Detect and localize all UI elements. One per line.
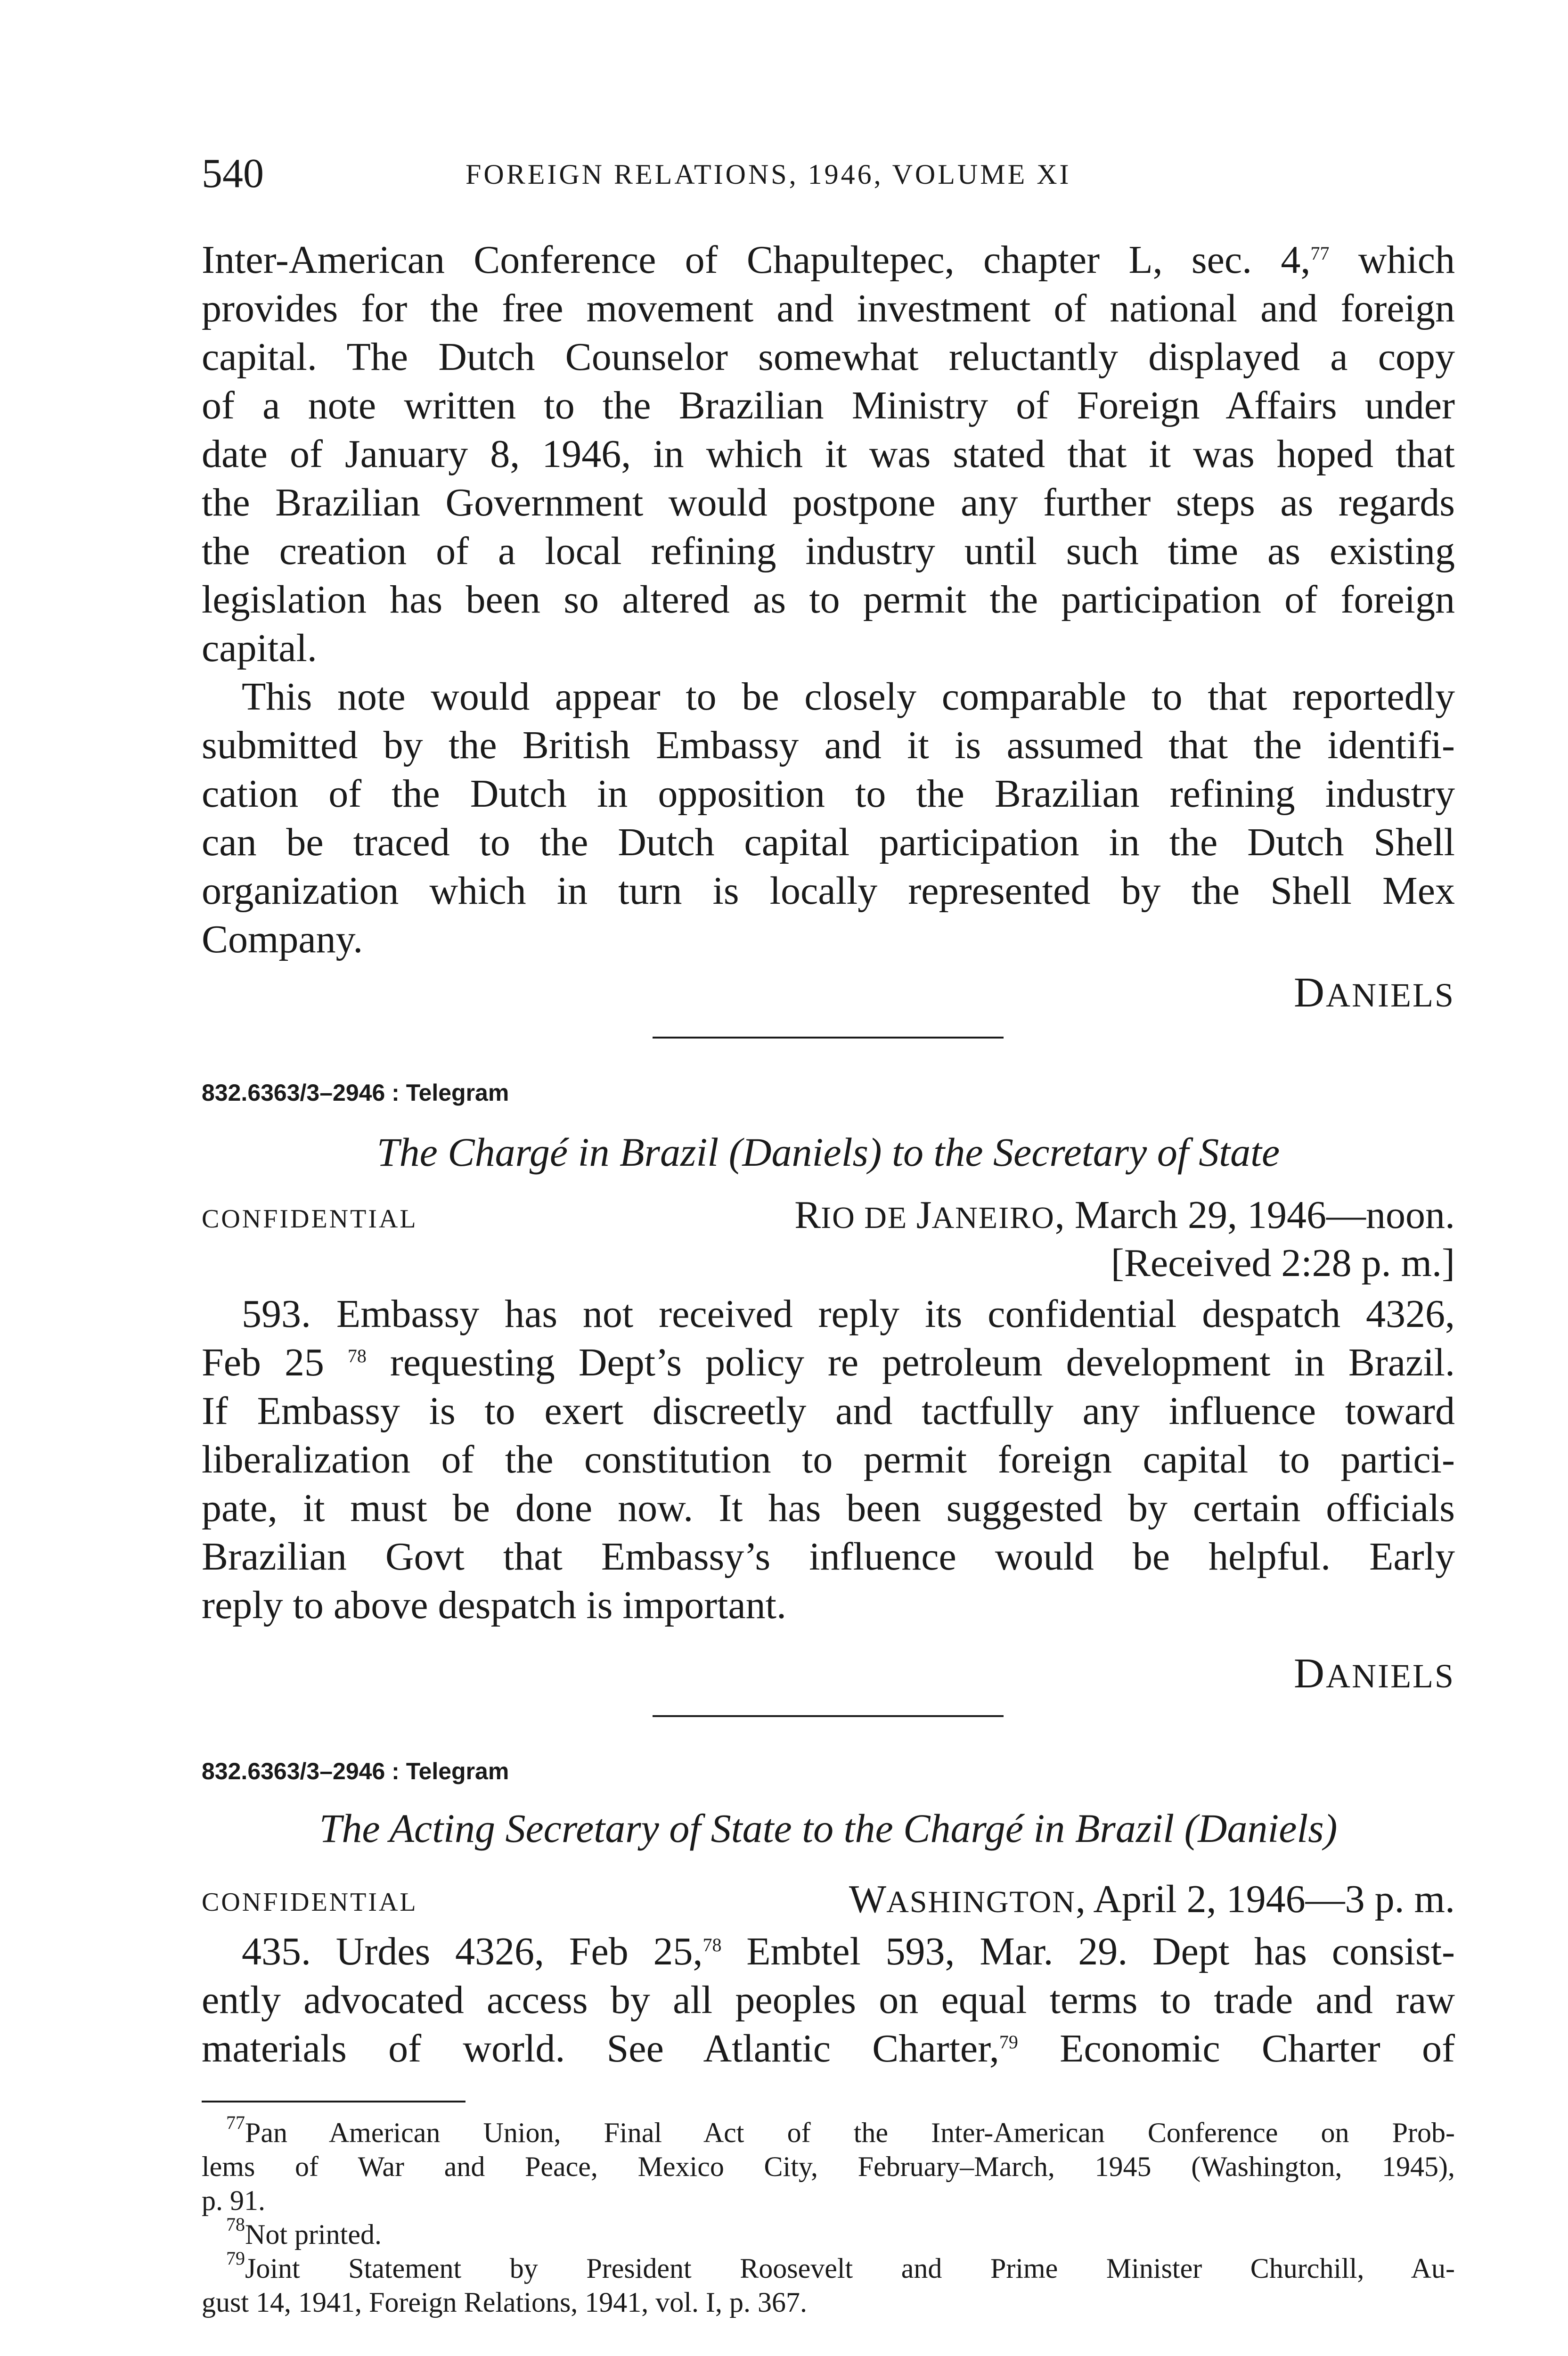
running-header: [202, 150, 1455, 202]
dateline-1: [794, 1192, 1455, 1238]
running-title: FOREIGN RELATIONS, 1946, VOLUME XI: [466, 159, 1071, 190]
text-line-part: Feb 25: [202, 1341, 348, 1384]
text-line: Brazilian Govt that Embassy’s influence would be helpful. Early: [202, 1535, 1455, 1579]
text-line: provides for the free movement and investment of national and foreign: [202, 286, 1455, 330]
telegram-body-2: [202, 1927, 1455, 2073]
signature-initial: D: [1294, 1650, 1326, 1697]
footnote-mark: 78: [226, 2217, 245, 2235]
text-line-part: which: [1329, 238, 1455, 282]
text-line-part: requesting Dept’s policy re petroleum development in Brazil.: [390, 1341, 1455, 1384]
text-line-part: 435. Urdes 4326, Feb 25,: [242, 1930, 703, 1973]
footnote-text: Joint Statement by President Roosevelt and Prime Minister Churchill, Au-: [245, 2253, 1455, 2284]
place-initial: J: [916, 1193, 932, 1237]
file-reference-1: 832.6363/3–2946 : Telegram: [202, 1080, 509, 1106]
signature-daniels-2: [1294, 1649, 1455, 1698]
footnote-ref-79: 79: [999, 2031, 1018, 2053]
telegram-body-1: [202, 1290, 1455, 1629]
place-text: ASHINGTON: [886, 1885, 1076, 1919]
text-line: [202, 1338, 1455, 1387]
text-line: the Brazilian Government would postpone any further steps as regards: [202, 481, 1455, 524]
text-line: date of January 8, 1946, in which it was stated that it was hoped that: [202, 432, 1455, 476]
text-line: [202, 2024, 1455, 2073]
text-line: capital. The Dutch Counselor somewhat reluctantly displayed a copy: [202, 335, 1455, 379]
place-text: ANEIRO: [931, 1201, 1055, 1235]
text-line: [202, 1927, 1455, 1976]
received-time-1: [Received 2:28 p. m.]: [1111, 1241, 1455, 1285]
signature-rest: ANIELS: [1326, 976, 1455, 1014]
section-divider: [653, 1715, 1004, 1717]
text-line: capital.: [202, 626, 317, 670]
classification-2: CONFIDENTIAL: [202, 1888, 418, 1917]
text-line: 593. Embassy has not received reply its confidential despatch 4326,: [242, 1292, 1455, 1336]
signature-daniels-1: [1294, 968, 1455, 1017]
text-line: liberalization of the constitution to permit foreign capital to partici-: [202, 1438, 1455, 1481]
footnote-78: [202, 2217, 1455, 2251]
footnotes: [202, 2116, 1455, 2319]
file-reference-2: 832.6363/3–2946 : Telegram: [202, 1758, 509, 1784]
footnote-79: [202, 2251, 1455, 2285]
text-line: organization which in turn is locally represented by the Shell Mex: [202, 869, 1455, 913]
place-initial: R: [794, 1193, 821, 1237]
signature-initial: D: [1294, 969, 1326, 1016]
place-text: IO DE: [821, 1201, 916, 1235]
dateline-2: [849, 1876, 1455, 1922]
footnote-mark: 77: [226, 2116, 245, 2133]
text-line: the creation of a local refining industry until such time as existing: [202, 529, 1455, 573]
text-line-part: Inter-American Conference of Chapultepec, chapter L, sec. 4,: [202, 238, 1311, 282]
continuation-paragraph-1: [202, 236, 1455, 672]
footnote-text: gust 14, 1941, Foreign Relations, 1941, vol. I, p. 367.: [202, 2287, 807, 2318]
document-title-1: The Chargé in Brazil (Daniels) to the Secretary of State: [376, 1129, 1280, 1175]
text-line-part: materials of world. See Atlantic Charter,: [202, 2027, 999, 2070]
text-line-part: Economic Charter of: [1018, 2027, 1455, 2070]
date-text: , March 29, 1946—noon.: [1054, 1193, 1455, 1237]
footnote-text: lems of War and Peace, Mexico City, February–March, 1945 (Washington, 1945),: [202, 2151, 1455, 2182]
text-line-part: Embtel 593, Mar. 29. Dept has consist-: [721, 1930, 1455, 1973]
footnote-text: Not printed.: [245, 2219, 382, 2250]
text-line: can be traced to the Dutch capital participation in the Dutch Shell: [202, 820, 1455, 864]
text-line: ently advocated access by all peoples on equal terms to trade and raw: [202, 1978, 1455, 2022]
text-line: Company.: [202, 917, 363, 961]
place-initial: W: [849, 1877, 887, 1921]
page-number: 540: [202, 151, 264, 196]
document-title-2: The Acting Secretary of State to the Chargé in Brazil (Daniels): [319, 1806, 1338, 1851]
text-line: [202, 236, 1455, 284]
footnote-text: Pan American Union, Final Act of the Inter-American Conference on Prob-: [245, 2117, 1455, 2148]
date-text: , April 2, 1946—3 p. m.: [1075, 1877, 1455, 1921]
section-divider: [653, 1037, 1004, 1039]
footnote-ref-78: 78: [702, 1934, 722, 1955]
classification-1: CONFIDENTIAL: [202, 1204, 418, 1234]
text-line: This note would appear to be closely comparable to that reportedly: [242, 675, 1455, 719]
text-line: pate, it must be done now. It has been suggested by certain officials: [202, 1486, 1455, 1530]
footnote-rule: [202, 2101, 466, 2102]
text-line: of a note written to the Brazilian Ministry of Foreign Affairs under: [202, 384, 1455, 427]
text-line: reply to above despatch is important.: [202, 1583, 787, 1627]
text-line: submitted by the British Embassy and it is assumed that the identifi-: [202, 723, 1455, 767]
text-line: legislation has been so altered as to permit the participation of foreign: [202, 578, 1455, 622]
footnote-mark: 79: [226, 2251, 245, 2269]
text-line: If Embassy is to exert discreetly and tactfully any influence toward: [202, 1389, 1455, 1433]
footnote-ref-77: 77: [1310, 243, 1330, 264]
signature-rest: ANIELS: [1326, 1657, 1455, 1695]
continuation-paragraph-2: [202, 672, 1455, 964]
footnote-ref-78: 78: [347, 1345, 367, 1366]
text-line: cation of the Dutch in opposition to the Brazilian refining industry: [202, 772, 1455, 816]
footnote-text: p. 91.: [202, 2185, 265, 2216]
footnote-77: [202, 2116, 1455, 2150]
